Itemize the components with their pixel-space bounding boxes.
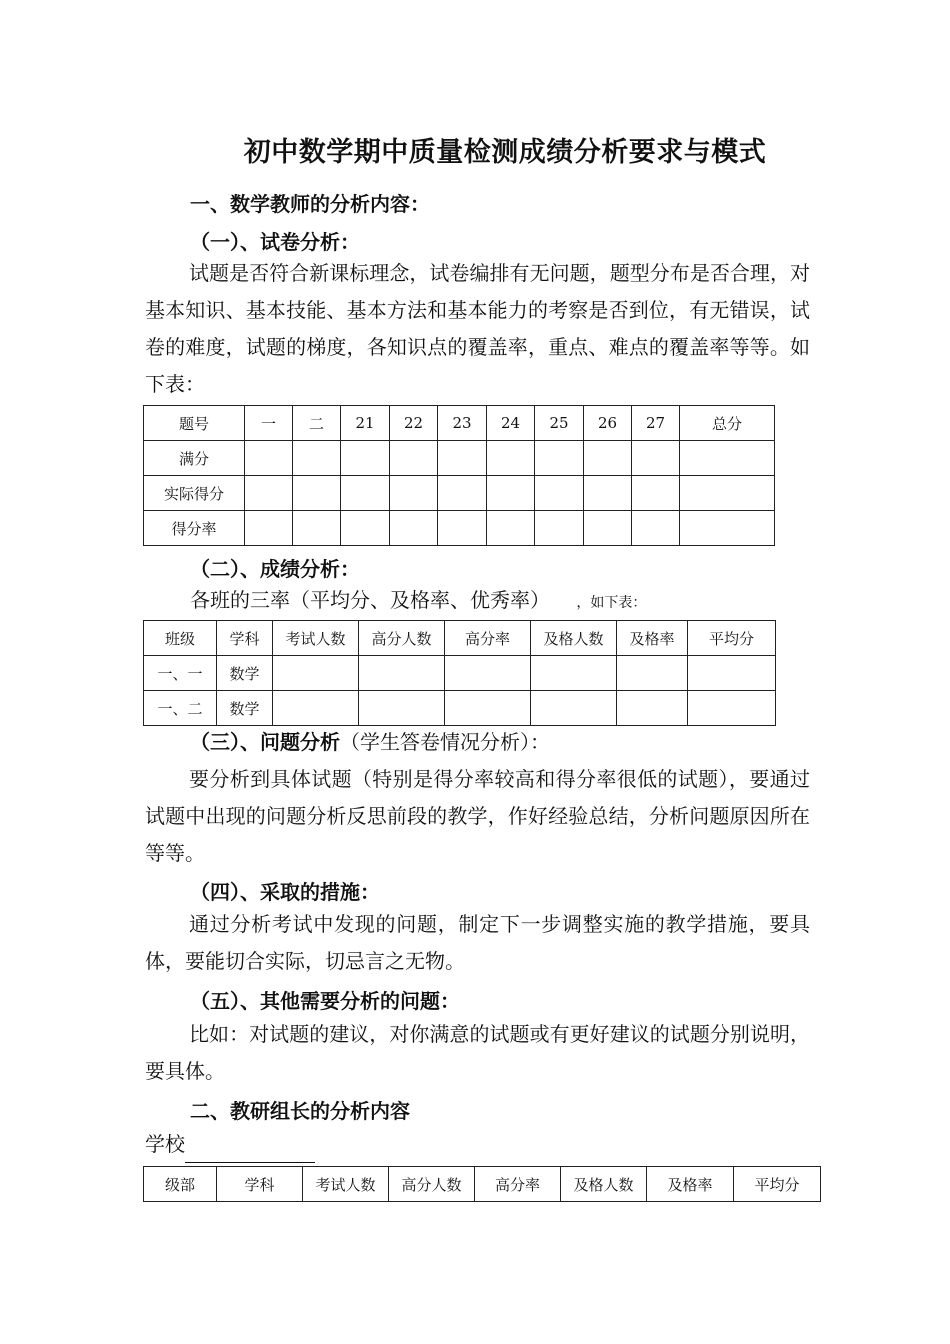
table-row: [144, 691, 776, 726]
sub2-heading: （二）、成绩分析：: [190, 557, 360, 581]
table-header-cell: 及格人数: [561, 1167, 647, 1202]
sub2-note: ，如下表：: [576, 595, 647, 611]
table-header-cell: 级部: [144, 1167, 217, 1202]
section1-heading: 一、数学教师的分析内容：: [190, 192, 430, 216]
row-label: 满分: [144, 441, 245, 476]
table-header-cell: 考试人数: [303, 1167, 389, 1202]
table-row: [144, 441, 775, 476]
subject-cell: 数学: [217, 691, 273, 726]
class-cell: 一、一: [144, 656, 217, 691]
table-header-cell: 高分率: [445, 621, 531, 656]
table-header-cell: 24: [487, 406, 535, 441]
table-header-cell: 及格率: [617, 621, 688, 656]
sub3-body: 要分析到具体试题（特别是得分率较高和得分率很低的试题），要通过试题中出现的问题分析反思前段的教学，作好经验总结，分析问题原因所在等等。: [145, 767, 810, 865]
table-header-cell: 一: [245, 406, 293, 441]
school-label: 学校: [145, 1132, 185, 1156]
table-header-cell: 25: [535, 406, 584, 441]
sub3-heading-line: [190, 724, 550, 761]
table-header-cell: 总分: [680, 406, 775, 441]
class-table: [143, 620, 776, 726]
table-header-cell: 学科: [217, 621, 273, 656]
page-title: 初中数学期中质量检测成绩分析要求与模式: [243, 137, 767, 168]
table-header-cell: 题号: [144, 406, 245, 441]
table-row: [144, 656, 776, 691]
class-cell: 一、二: [144, 691, 217, 726]
row-label: 得分率: [144, 511, 245, 546]
table-header-cell: 班级: [144, 621, 217, 656]
table-header-cell: 平均分: [734, 1167, 821, 1202]
table-header-row: [144, 621, 776, 656]
sub2-body: 各班的三率（平均分、及格率、优秀率）: [190, 588, 550, 612]
sub5-heading: （五）、其他需要分析的问题：: [190, 989, 460, 1013]
table-header-cell: 23: [438, 406, 487, 441]
sub2-body-line: [190, 582, 646, 622]
table-header-cell: 27: [632, 406, 680, 441]
school-blank: [185, 1140, 315, 1163]
sub5-body: 比如：对试题的建议，对你满意的试题或有更好建议的试题分别说明，要具体。: [145, 1022, 810, 1083]
sub3-heading: （三）、问题分析: [190, 730, 340, 754]
table-header-cell: 平均分: [688, 621, 776, 656]
table-header-cell: 21: [341, 406, 390, 441]
row-label: 实际得分: [144, 476, 245, 511]
school-field: [145, 1126, 315, 1163]
table-header-row: [144, 1167, 821, 1202]
table-header-cell: 高分人数: [359, 621, 445, 656]
sub1-heading: （一）、试卷分析：: [190, 230, 360, 254]
table-header-cell: 考试人数: [273, 621, 359, 656]
table-header-cell: 高分人数: [389, 1167, 475, 1202]
table-header-cell: 26: [584, 406, 632, 441]
table-header-row: [144, 406, 775, 441]
table-header-cell: 学科: [217, 1167, 303, 1202]
table-header-cell: 22: [390, 406, 438, 441]
section2-heading: 二、教研组长的分析内容: [190, 1099, 410, 1123]
table-header-cell: 及格人数: [531, 621, 617, 656]
score-table: [143, 405, 775, 546]
table-header-cell: 高分率: [475, 1167, 561, 1202]
sub1-body: 试题是否符合新课标理念，试卷编排有无问题，题型分布是否合理，对基本知识、基本技能、基本方法和基本能力的考察是否到位，有无错误，试卷的难度，试题的梯度，各知识点的覆盖率，重点、难点的覆盖率等等。如下表：: [145, 261, 810, 396]
sub4-body: 通过分析考试中发现的问题，制定下一步调整实施的教学措施，要具体，要能切合实际，切忌言之无物。: [145, 912, 810, 973]
table-header-cell: 及格率: [647, 1167, 734, 1202]
department-table: [143, 1166, 821, 1202]
subject-cell: 数学: [217, 656, 273, 691]
sub3-heading-note: （学生答卷情况分析）：: [340, 730, 550, 754]
table-header-cell: 二: [293, 406, 341, 441]
table-row: [144, 511, 775, 546]
sub4-heading: （四）、采取的措施：: [190, 880, 380, 904]
table-row: [144, 476, 775, 511]
